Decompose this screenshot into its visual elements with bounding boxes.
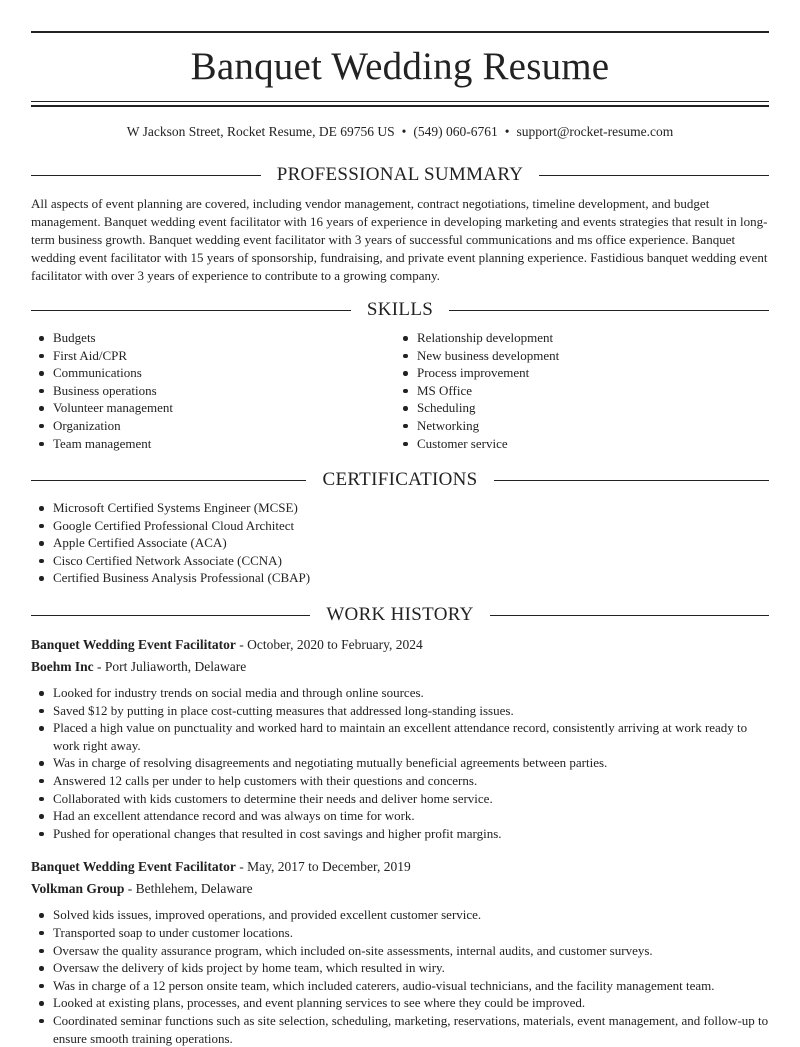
job-bullet: Answered 12 calls per under to help customers with their questions and concerns. bbox=[31, 772, 769, 790]
job-title-line bbox=[31, 635, 769, 655]
job-bullet: Oversaw the quality assurance program, which included on-site assessments, internal audits, and customer surveys. bbox=[31, 942, 769, 960]
contact-line bbox=[31, 124, 769, 140]
job-bullet: Was in charge of resolving disagreements and negotiating mutually beneficial agreements between parties. bbox=[31, 754, 769, 772]
skill-item: Networking bbox=[395, 417, 759, 435]
skills-heading: SKILLS bbox=[366, 299, 434, 320]
heading-rule bbox=[494, 480, 769, 481]
certification-item: Microsoft Certified Systems Engineer (MCSE) bbox=[31, 499, 769, 517]
skills-list-right bbox=[395, 329, 759, 452]
certifications-section bbox=[31, 468, 769, 587]
job-entry bbox=[31, 857, 769, 1047]
job-bullet: Pushed for operational changes that resulted in cost savings and higher profit margins. bbox=[31, 825, 769, 843]
job-company-line bbox=[31, 657, 769, 677]
heading-rule bbox=[449, 310, 769, 311]
job-bullet: Placed a high value on punctuality and worked hard to maintain an excellent attendance record, consistently arriving at work ready to work right away. bbox=[31, 719, 769, 754]
certifications-heading-row bbox=[31, 468, 769, 492]
contact-address: W Jackson Street, Rocket Resume, DE 69756 US bbox=[126, 124, 395, 139]
contact-email: support@rocket-resume.com bbox=[516, 124, 674, 139]
job-title-line bbox=[31, 857, 769, 877]
skills-list-left bbox=[31, 329, 395, 452]
skill-item: Scheduling bbox=[395, 399, 759, 417]
job-bullet: Was in charge of a 12 person onsite team, which included caterers, audio-visual technicians, and the facility management team. bbox=[31, 977, 769, 995]
job-location: - Port Juliaworth, Delaware bbox=[93, 659, 247, 674]
work-heading-row bbox=[31, 603, 769, 627]
heading-rule bbox=[31, 615, 310, 616]
contact-separator: • bbox=[401, 124, 407, 139]
title-double-rule bbox=[31, 101, 769, 107]
skill-item: New business development bbox=[395, 347, 759, 365]
job-company-line bbox=[31, 879, 769, 899]
heading-rule bbox=[31, 480, 306, 481]
skill-item: Process improvement bbox=[395, 364, 759, 382]
skill-item: Volunteer management bbox=[31, 399, 395, 417]
heading-rule bbox=[539, 175, 769, 176]
job-company: Volkman Group bbox=[31, 881, 125, 897]
top-rule bbox=[31, 31, 769, 33]
job-dates: - May, 2017 to December, 2019 bbox=[235, 859, 411, 875]
job-bullets bbox=[31, 684, 769, 842]
skill-item: Communications bbox=[31, 364, 395, 382]
skill-item: First Aid/CPR bbox=[31, 347, 395, 365]
certification-item: Google Certified Professional Cloud Architect bbox=[31, 517, 769, 535]
certifications-heading: CERTIFICATIONS bbox=[322, 469, 478, 490]
certification-item: Certified Business Analysis Professional (CBAP) bbox=[31, 569, 769, 587]
certification-item: Apple Certified Associate (ACA) bbox=[31, 534, 769, 552]
job-bullets bbox=[31, 906, 769, 1047]
job-bullet: Transported soap to under customer locations. bbox=[31, 924, 769, 942]
certification-item: Cisco Certified Network Associate (CCNA) bbox=[31, 552, 769, 570]
skills-heading-row bbox=[31, 298, 769, 322]
job-bullet: Had an excellent attendance record and was always on time for work. bbox=[31, 807, 769, 825]
job-location: - Bethlehem, Delaware bbox=[124, 881, 253, 897]
contact-phone: (549) 060-6761 bbox=[413, 124, 498, 139]
job-company: Boehm Inc bbox=[31, 659, 94, 674]
job-title: Banquet Wedding Event Facilitator bbox=[31, 859, 236, 875]
skills-grid bbox=[31, 329, 769, 452]
work-history-section bbox=[31, 603, 769, 1047]
job-bullet: Coordinated seminar functions such as site selection, scheduling, marketing, reservations, materials, event management, and follow-up to ensure smooth training operations. bbox=[31, 1012, 769, 1047]
job-dates: - October, 2020 to February, 2024 bbox=[235, 637, 423, 652]
job-bullet: Collaborated with kids customers to determine their needs and deliver home service. bbox=[31, 790, 769, 808]
skill-item: Relationship development bbox=[395, 329, 759, 347]
summary-heading-row bbox=[31, 163, 769, 187]
skill-item: Customer service bbox=[395, 435, 759, 453]
work-heading: WORK HISTORY bbox=[326, 604, 474, 625]
skill-item: MS Office bbox=[395, 382, 759, 400]
resume-title: Banquet Wedding Resume bbox=[190, 45, 610, 88]
job-entry bbox=[31, 635, 769, 842]
heading-rule bbox=[31, 175, 261, 176]
job-bullet: Looked at existing plans, processes, and event planning services to see where they could be improved. bbox=[31, 994, 769, 1012]
certifications-list bbox=[31, 499, 769, 587]
heading-rule bbox=[31, 310, 351, 311]
heading-rule bbox=[490, 615, 769, 616]
summary-text: All aspects of event planning are covered, including vendor management, contract negotiations, timeline development, and budget management. Banquet wedding event facilitator with 16 years of experience in developing marketing and events strategies that result in long-term business growth. Banquet wedding event facilitator with 3 years of successful communications and ms office experience. Banquet wedding event facilitator with 15 years of sponsorship, fundraising, and private event planning experience. Fastidious banquet wedding event facilitator with over 3 years of experience to contribute to a growing company. bbox=[31, 196, 768, 283]
skill-item: Business operations bbox=[31, 382, 395, 400]
skill-item: Organization bbox=[31, 417, 395, 435]
job-bullet: Looked for industry trends on social media and through online sources. bbox=[31, 684, 769, 702]
skill-item: Budgets bbox=[31, 329, 395, 347]
skills-section bbox=[31, 298, 769, 452]
job-bullet: Solved kids issues, improved operations, and provided excellent customer service. bbox=[31, 906, 769, 924]
summary-heading: PROFESSIONAL SUMMARY bbox=[276, 164, 524, 185]
job-bullet: Saved $12 by putting in place cost-cutting measures that addressed long-standing issues. bbox=[31, 702, 769, 720]
skill-item: Team management bbox=[31, 435, 395, 453]
job-bullet: Oversaw the delivery of kids project by home team, which resulted in wiry. bbox=[31, 959, 769, 977]
summary-section bbox=[31, 163, 769, 285]
job-title: Banquet Wedding Event Facilitator bbox=[31, 637, 236, 652]
contact-separator: • bbox=[504, 124, 510, 139]
